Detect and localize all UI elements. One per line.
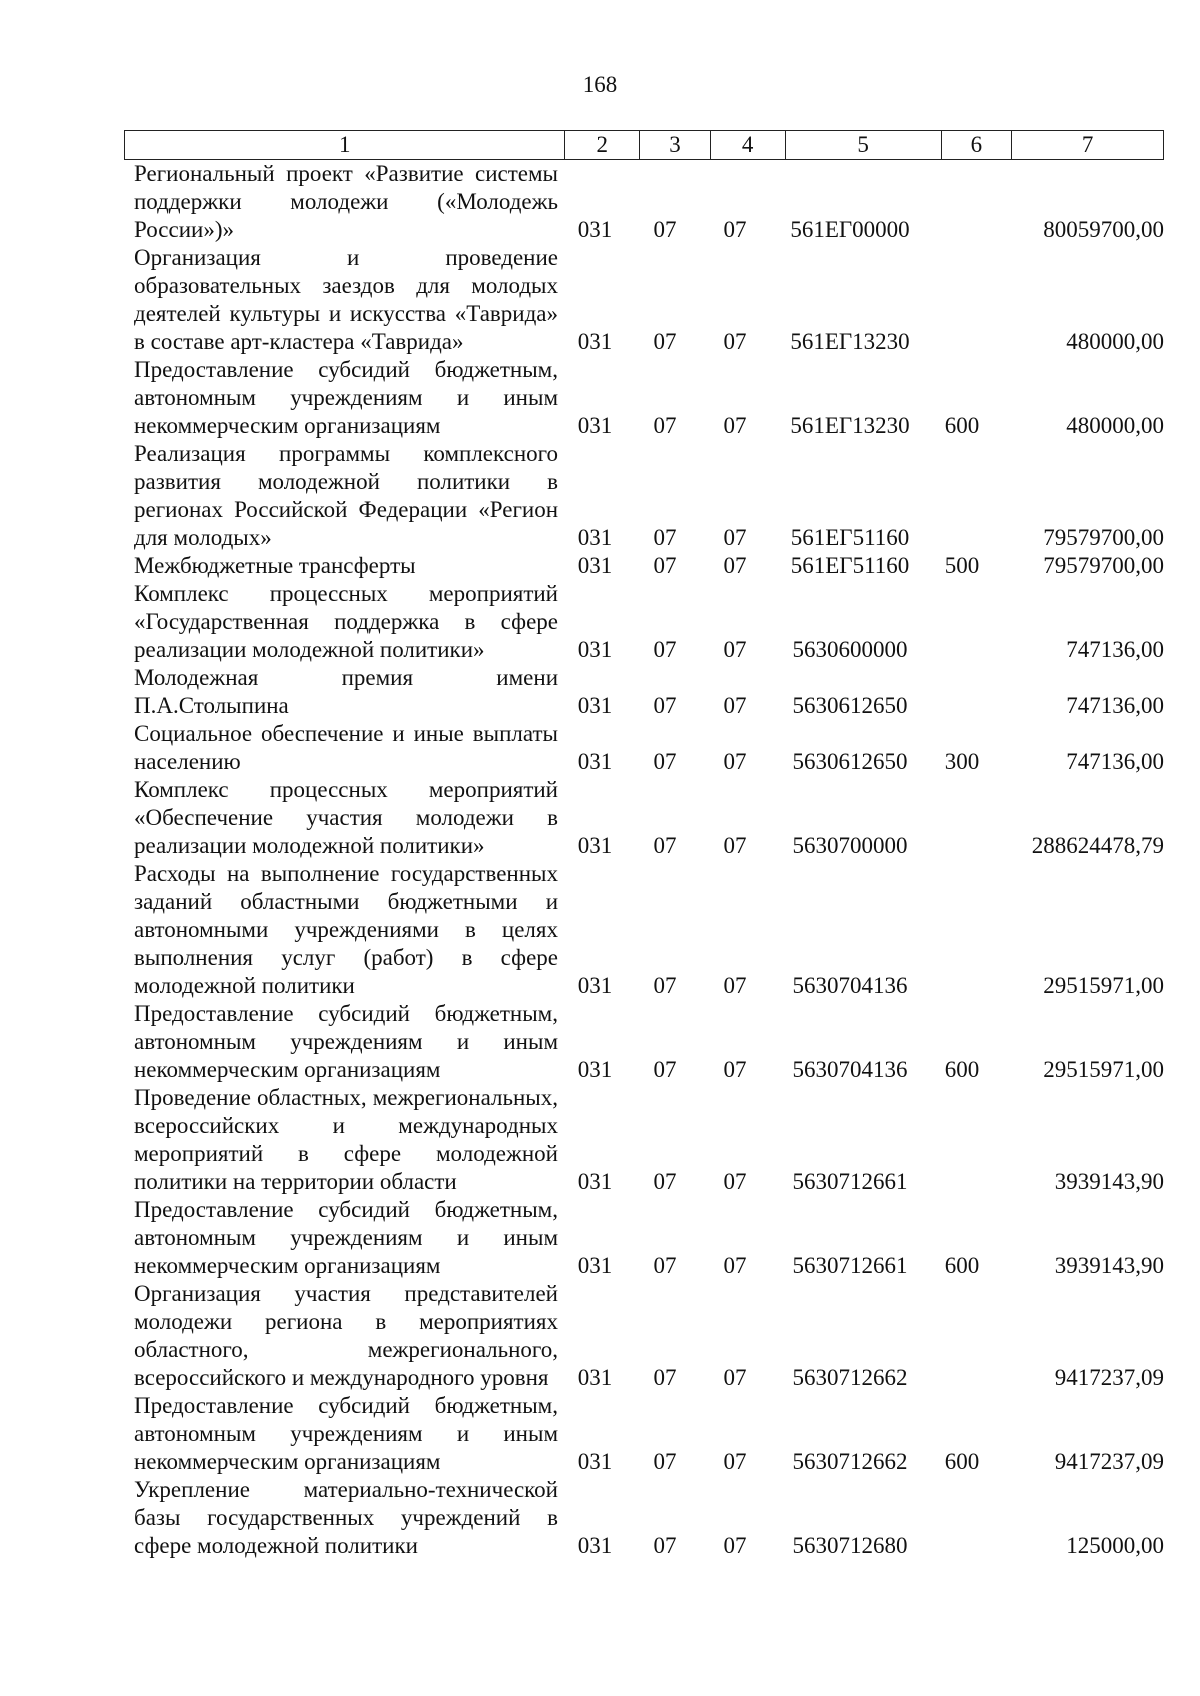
row-description: Межбюджетные трансферты: [134, 553, 416, 578]
row-section-code: 07: [653, 1533, 677, 1558]
table-row: [134, 160, 1164, 244]
row-target-code: 561ЕГ51160: [790, 525, 910, 550]
row-target-code: 5630612650: [792, 749, 908, 774]
row-description: Организация участия представителей молодежи региона в мероприятиях областного, межрегионального, всероссийского и международного уровня: [134, 1281, 558, 1390]
row-section-code: 07: [653, 1169, 677, 1194]
row-section-code: 07: [653, 693, 677, 718]
row-target-code: 5630712662: [792, 1365, 908, 1390]
row-amount: 288624478,79: [1031, 833, 1164, 858]
row-subsection-code: 07: [723, 1365, 747, 1390]
table-row: [134, 860, 1164, 1000]
row-target-code: 5630704136: [792, 973, 908, 998]
row-target-code: 561ЕГ00000: [790, 217, 910, 242]
row-section-code: 07: [653, 973, 677, 998]
column-header-5: 5: [785, 131, 941, 160]
row-section-code: 07: [653, 329, 677, 354]
row-description: Реализация программы комплексного развития молодежной политики в регионах Российской Федерации «Регион для молодых»: [134, 441, 558, 550]
row-subsection-code: 07: [723, 637, 747, 662]
table-row: [134, 776, 1164, 860]
row-description: Предоставление субсидий бюджетным, автономным учреждениям и иным некоммерческим организациям: [134, 1197, 558, 1278]
row-section-code: 07: [653, 1365, 677, 1390]
row-description: Комплекс процессных мероприятий «Государственная поддержка в сфере реализации молодежной политики»: [134, 581, 558, 662]
row-target-code: 5630704136: [792, 1057, 908, 1082]
row-description: Предоставление субсидий бюджетным, автономным учреждениям и иным некоммерческим организациям: [134, 1001, 558, 1082]
page-number: 168: [582, 72, 618, 97]
row-amount: 29515971,00: [1043, 973, 1164, 998]
row-section-code: 07: [653, 637, 677, 662]
table-row: [134, 720, 1164, 776]
row-amount: 3939143,90: [1054, 1169, 1164, 1194]
row-amount: 9417237,09: [1054, 1449, 1164, 1474]
row-description: Региональный проект «Развитие системы поддержки молодежи («Молодежь России»)»: [134, 161, 558, 242]
row-target-code: 561ЕГ13230: [790, 329, 910, 354]
row-subsection-code: 07: [723, 525, 747, 550]
row-section-code: 07: [653, 833, 677, 858]
row-description: Предоставление субсидий бюджетным, автономным учреждениям и иным некоммерческим организациям: [134, 1393, 558, 1474]
row-target-code: 5630700000: [792, 833, 908, 858]
row-target-code: 5630612650: [792, 693, 908, 718]
row-section-code: 07: [653, 413, 677, 438]
row-target-code: 561ЕГ13230: [790, 413, 910, 438]
row-ministry-code: 031: [577, 1365, 613, 1390]
row-ministry-code: 031: [577, 329, 613, 354]
row-description: Молодежная премия имени П.А.Столыпина: [134, 665, 558, 718]
row-subsection-code: 07: [723, 693, 747, 718]
row-subsection-code: 07: [723, 217, 747, 242]
row-amount: 29515971,00: [1043, 1057, 1164, 1082]
row-ministry-code: 031: [577, 637, 613, 662]
row-target-code: 5630600000: [792, 637, 908, 662]
row-amount: 9417237,09: [1054, 1365, 1164, 1390]
column-header-2: 2: [565, 131, 640, 160]
row-ministry-code: 031: [577, 1169, 613, 1194]
row-description: Проведение областных, межрегиональных, всероссийских и международных мероприятий в сфере молодежной политики на территории области: [134, 1085, 558, 1194]
row-amount: 747136,00: [1066, 637, 1164, 662]
row-expense-type: 300: [944, 749, 980, 774]
row-amount: 125000,00: [1066, 1533, 1164, 1558]
column-header-row: [125, 131, 1164, 160]
table-row: [134, 1476, 1164, 1560]
table-row: [134, 580, 1164, 664]
row-target-code: 561ЕГ51160: [790, 553, 910, 578]
row-amount: 747136,00: [1066, 693, 1164, 718]
table-body: [134, 160, 1164, 1560]
row-ministry-code: 031: [577, 749, 613, 774]
table-row: [134, 244, 1164, 356]
row-amount: 80059700,00: [1043, 217, 1164, 242]
row-ministry-code: 031: [577, 553, 613, 578]
row-expense-type: 600: [944, 1449, 980, 1474]
row-subsection-code: 07: [723, 1449, 747, 1474]
row-description: Укрепление материально-технической базы государственных учреждений в сфере молодежной политики: [134, 1477, 558, 1558]
row-subsection-code: 07: [723, 749, 747, 774]
table-row: [134, 440, 1164, 552]
row-ministry-code: 031: [577, 1253, 613, 1278]
row-section-code: 07: [653, 1253, 677, 1278]
table-row: [134, 1196, 1164, 1280]
row-subsection-code: 07: [723, 1533, 747, 1558]
row-expense-type: 600: [944, 1057, 980, 1082]
table-row: [134, 1280, 1164, 1392]
row-subsection-code: 07: [723, 1057, 747, 1082]
column-header-7: 7: [1012, 131, 1164, 160]
row-subsection-code: 07: [723, 1169, 747, 1194]
table-row: [134, 356, 1164, 440]
column-header-4: 4: [710, 131, 785, 160]
row-ministry-code: 031: [577, 1449, 613, 1474]
row-section-code: 07: [653, 749, 677, 774]
row-ministry-code: 031: [577, 525, 613, 550]
column-header-table: [124, 130, 1164, 160]
row-amount: 3939143,90: [1054, 1253, 1164, 1278]
table-row: [134, 1000, 1164, 1084]
row-description: Предоставление субсидий бюджетным, автономным учреждениям и иным некоммерческим организациям: [134, 357, 558, 438]
row-target-code: 5630712661: [792, 1169, 908, 1194]
column-header-1: 1: [125, 131, 565, 160]
row-subsection-code: 07: [723, 553, 747, 578]
row-amount: 480000,00: [1066, 329, 1164, 354]
row-description: Организация и проведение образовательных заездов для молодых деятелей культуры и искусства «Таврида» в составе арт-кластера «Таврида»: [134, 245, 558, 354]
row-ministry-code: 031: [577, 833, 613, 858]
table-row: [134, 1084, 1164, 1196]
row-section-code: 07: [653, 1057, 677, 1082]
row-description: Комплекс процессных мероприятий «Обеспечение участия молодежи в реализации молодежной политики»: [134, 777, 558, 858]
row-subsection-code: 07: [723, 329, 747, 354]
row-section-code: 07: [653, 217, 677, 242]
row-ministry-code: 031: [577, 693, 613, 718]
row-section-code: 07: [653, 1449, 677, 1474]
row-amount: 747136,00: [1066, 749, 1164, 774]
column-header-6: 6: [941, 131, 1012, 160]
row-subsection-code: 07: [723, 973, 747, 998]
row-ministry-code: 031: [577, 1533, 613, 1558]
row-amount: 79579700,00: [1043, 553, 1164, 578]
row-ministry-code: 031: [577, 413, 613, 438]
row-ministry-code: 031: [577, 217, 613, 242]
row-target-code: 5630712661: [792, 1253, 908, 1278]
row-amount: 79579700,00: [1043, 525, 1164, 550]
row-subsection-code: 07: [723, 1253, 747, 1278]
row-target-code: 5630712662: [792, 1449, 908, 1474]
column-header-3: 3: [640, 131, 711, 160]
row-subsection-code: 07: [723, 833, 747, 858]
table-row: [134, 664, 1164, 720]
row-section-code: 07: [653, 553, 677, 578]
table-row: [134, 552, 1164, 580]
row-expense-type: 600: [944, 1253, 980, 1278]
row-ministry-code: 031: [577, 1057, 613, 1082]
row-ministry-code: 031: [577, 973, 613, 998]
row-subsection-code: 07: [723, 413, 747, 438]
table-row: [134, 1392, 1164, 1476]
row-description: Расходы на выполнение государственных заданий областными бюджетными и автономными учреждениями в целях выполнения услуг (работ) в сфере молодежной политики: [134, 861, 558, 998]
row-amount: 480000,00: [1066, 413, 1164, 438]
row-target-code: 5630712680: [792, 1533, 908, 1558]
row-description: Социальное обеспечение и иные выплаты населению: [134, 721, 558, 774]
row-section-code: 07: [653, 525, 677, 550]
row-expense-type: 500: [944, 553, 980, 578]
row-expense-type: 600: [944, 413, 980, 438]
